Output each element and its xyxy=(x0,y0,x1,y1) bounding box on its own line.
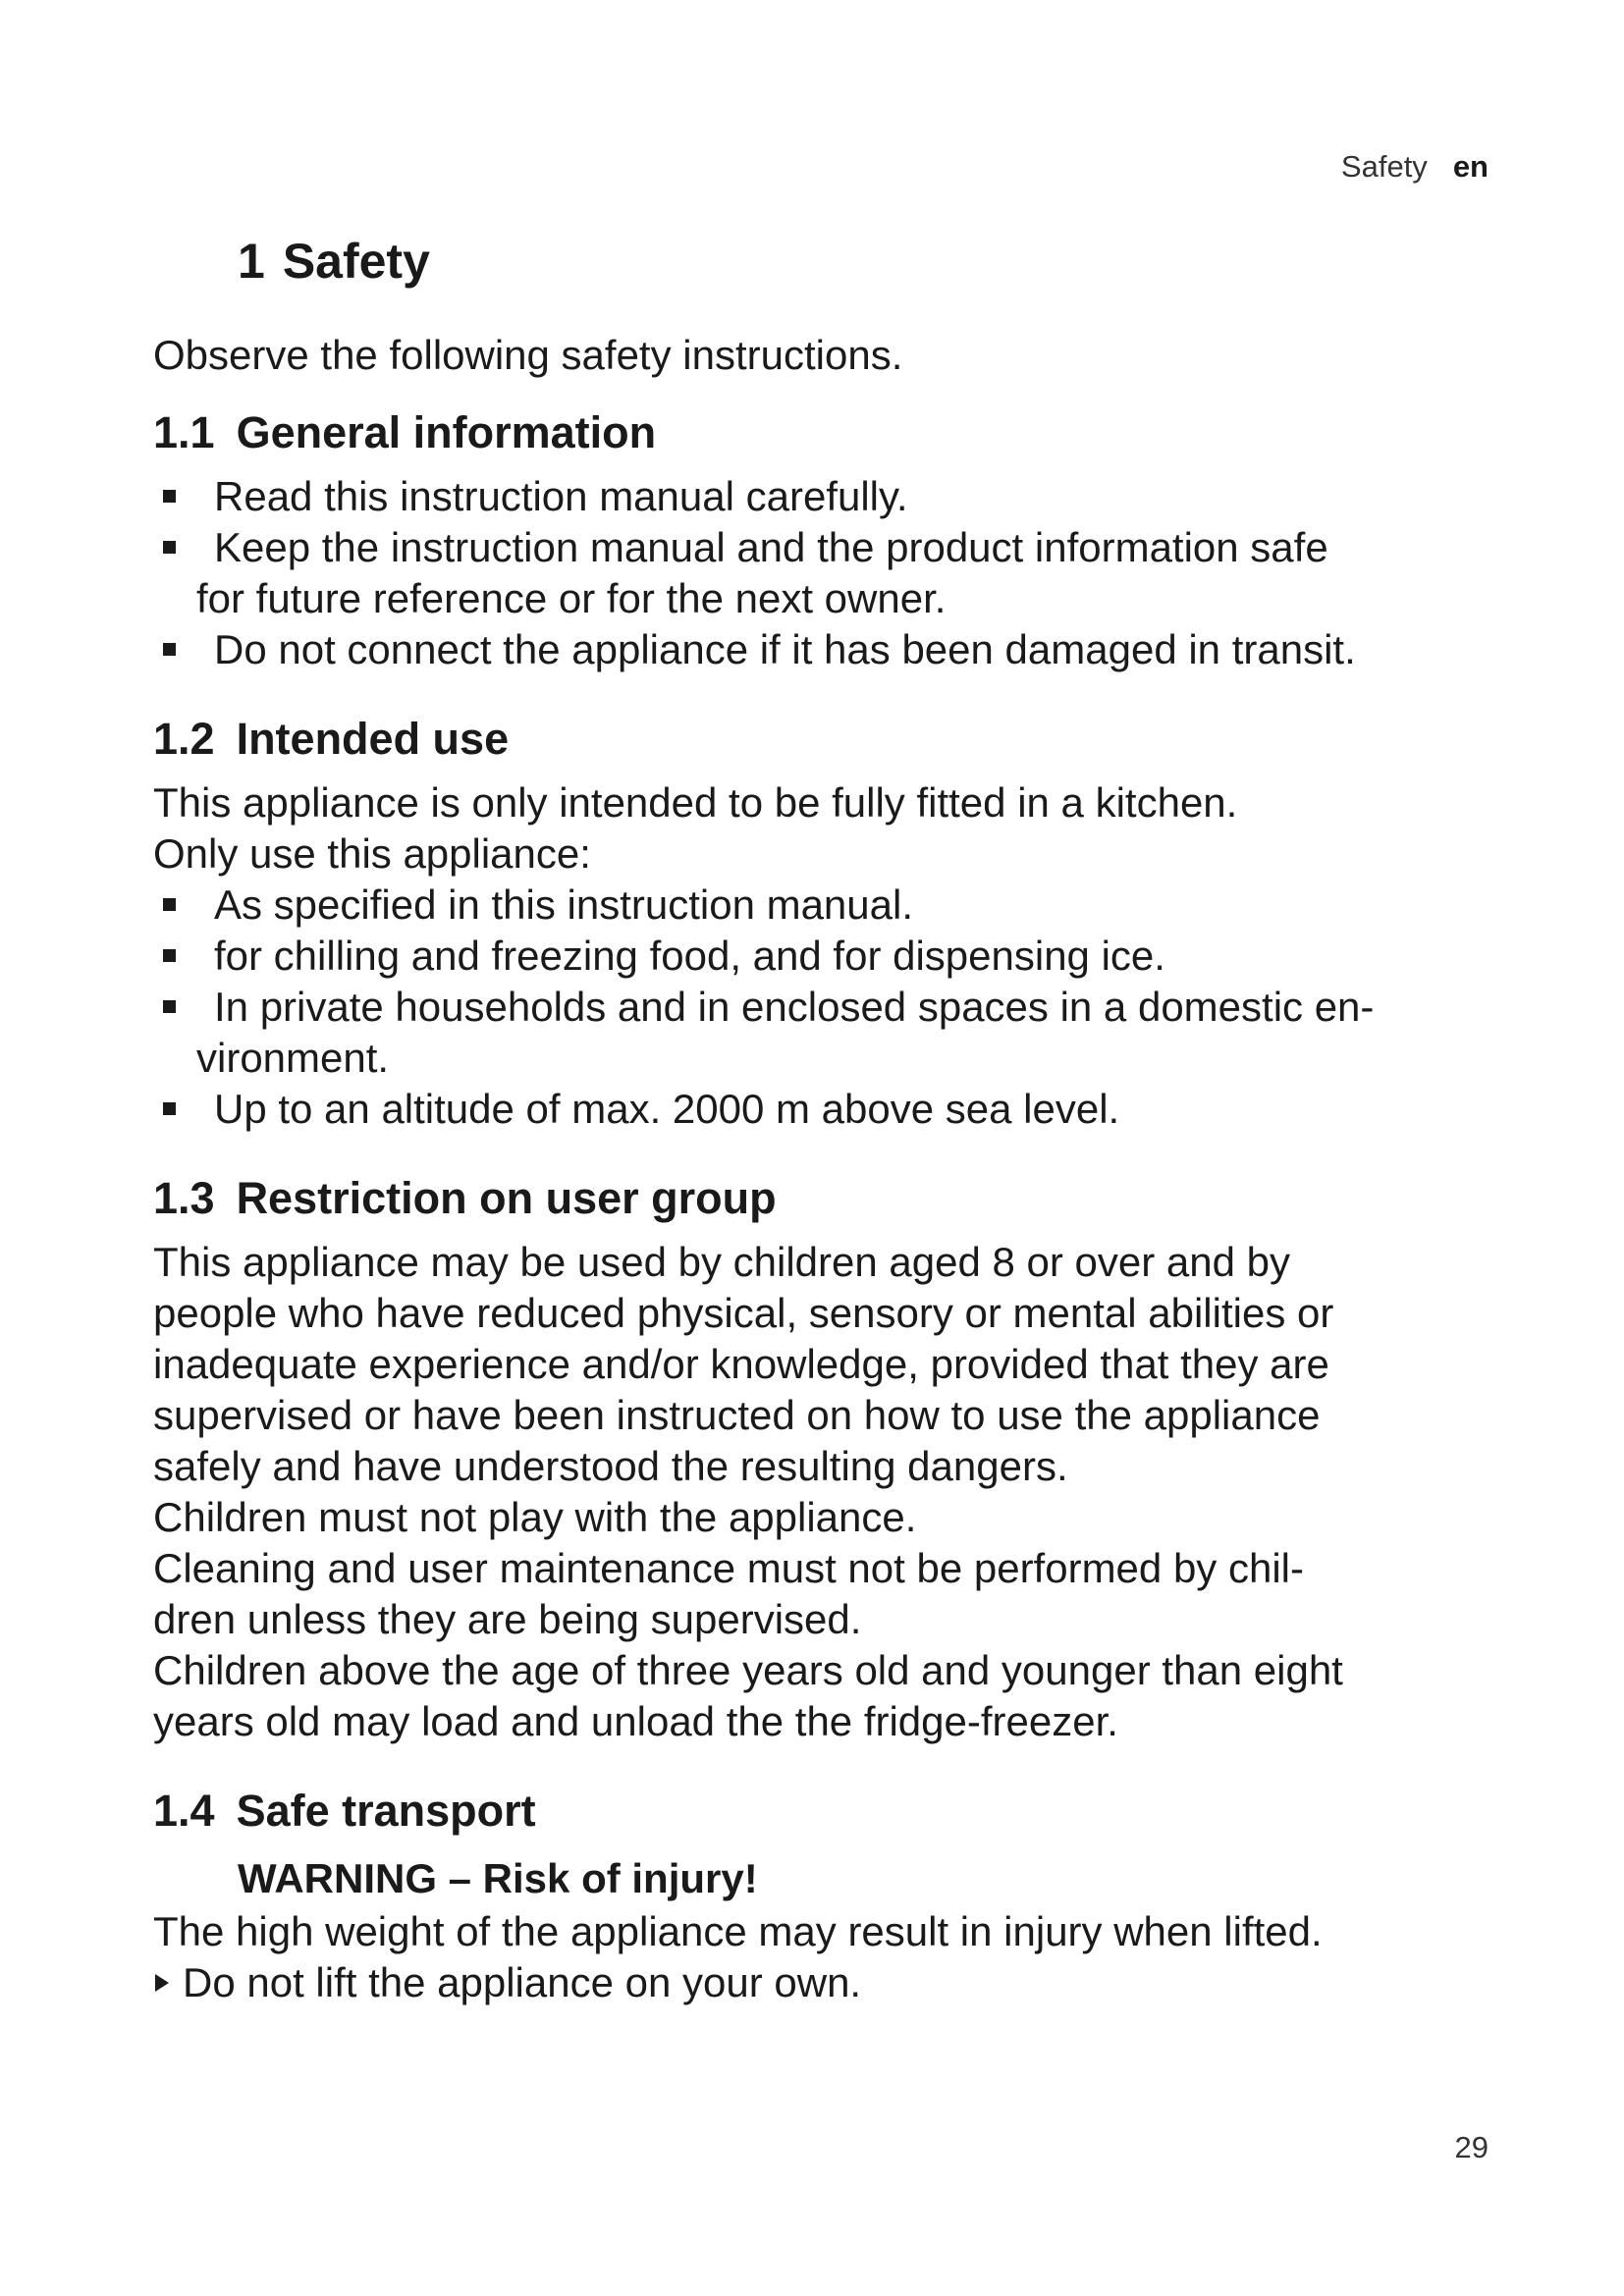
list-item xyxy=(153,880,1508,931)
bullet-icon xyxy=(163,490,176,503)
page-number: 29 xyxy=(1454,2130,1489,2164)
action-step xyxy=(153,1957,1508,2008)
text-line: This appliance may be used by children aged 8 or over and by xyxy=(153,1239,1291,1285)
paragraph: Only use this appliance: xyxy=(153,830,591,877)
section-title: General information xyxy=(236,407,657,457)
action-text: Do not lift the appliance on your own. xyxy=(183,1959,862,2005)
section-safe-transport xyxy=(153,1785,1508,2008)
section-heading xyxy=(153,1785,1508,1838)
intro-text: Observe the following safety instructions. xyxy=(153,332,903,378)
bullet-icon xyxy=(163,898,176,911)
running-head xyxy=(1341,149,1489,185)
section-general-information xyxy=(153,406,1508,675)
chapter-number: 1 xyxy=(238,234,265,289)
text-line: dren unless they are being supervised. xyxy=(153,1596,862,1642)
list-item xyxy=(153,624,1508,675)
section-heading xyxy=(153,1172,1508,1225)
text-line: Children must not play with the appliance. xyxy=(153,1494,917,1540)
text-line: safely and have understood the resulting dangers. xyxy=(153,1443,1068,1489)
list-item-continuation: for future reference or for the next owner. xyxy=(196,575,947,621)
chapter-heading xyxy=(238,232,1508,291)
list-item-text: In private households and in enclosed spaces in a domestic en- xyxy=(214,984,1375,1030)
bullet-icon xyxy=(163,1102,176,1115)
section-number: 1.4 xyxy=(153,1786,215,1836)
text-line: people who have reduced physical, sensory or mental abilities or xyxy=(153,1290,1334,1336)
list-item-text: for chilling and freezing food, and for dispensing ice. xyxy=(214,933,1165,979)
bullet-icon xyxy=(163,1000,176,1013)
list-item xyxy=(153,931,1508,982)
list-item-text: Up to an altitude of max. 2000 m above sea level. xyxy=(214,1086,1120,1132)
page-content xyxy=(153,232,1508,2046)
list-item xyxy=(153,522,1508,624)
list-item xyxy=(153,1084,1508,1135)
action-arrow-icon xyxy=(155,1974,169,1992)
section-title: Intended use xyxy=(236,714,510,764)
list-item-text: Keep the instruction manual and the product information safe xyxy=(214,524,1328,570)
text-line: Children above the age of three years old and younger than eight xyxy=(153,1647,1343,1693)
running-head-section: Safety xyxy=(1340,149,1428,184)
section-number: 1.2 xyxy=(153,714,215,764)
text-line: inadequate experience and/or knowledge, provided that they are xyxy=(153,1341,1329,1387)
list-item-continuation: vironment. xyxy=(196,1035,390,1081)
warning-heading: WARNING – Risk of injury! xyxy=(238,1855,758,1901)
list-item-text: As specified in this instruction manual. xyxy=(214,881,914,928)
section-restriction-on-user-group xyxy=(153,1172,1508,1747)
running-head-language: en xyxy=(1452,149,1489,184)
list-item-text: Read this instruction manual carefully. xyxy=(214,473,908,519)
bullet-list xyxy=(153,471,1508,675)
bullet-icon xyxy=(163,643,176,656)
text-line: Cleaning and user maintenance must not be performed by chil- xyxy=(153,1545,1304,1591)
section-number: 1.3 xyxy=(153,1173,215,1223)
restriction-paragraph xyxy=(153,1237,1508,1747)
bullet-icon xyxy=(163,949,176,962)
list-item xyxy=(153,471,1508,522)
section-number: 1.1 xyxy=(153,407,215,457)
bullet-icon xyxy=(163,541,176,554)
text-line: years old may load and unload the the fridge-freezer. xyxy=(153,1698,1118,1744)
section-heading xyxy=(153,406,1508,459)
text-line: supervised or have been instructed on how to use the appliance xyxy=(153,1392,1321,1438)
list-item-text: Do not connect the appliance if it has been damaged in transit. xyxy=(214,626,1356,672)
chapter-title: Safety xyxy=(282,234,430,289)
section-heading xyxy=(153,713,1508,766)
section-title: Safe transport xyxy=(236,1786,536,1836)
warning-text: The high weight of the appliance may result in injury when lifted. xyxy=(153,1908,1323,1954)
section-title: Restriction on user group xyxy=(236,1173,777,1223)
paragraph: This appliance is only intended to be fully fitted in a kitchen. xyxy=(153,779,1238,826)
section-intended-use xyxy=(153,713,1508,1135)
list-item xyxy=(153,982,1508,1084)
bullet-list xyxy=(153,880,1508,1135)
